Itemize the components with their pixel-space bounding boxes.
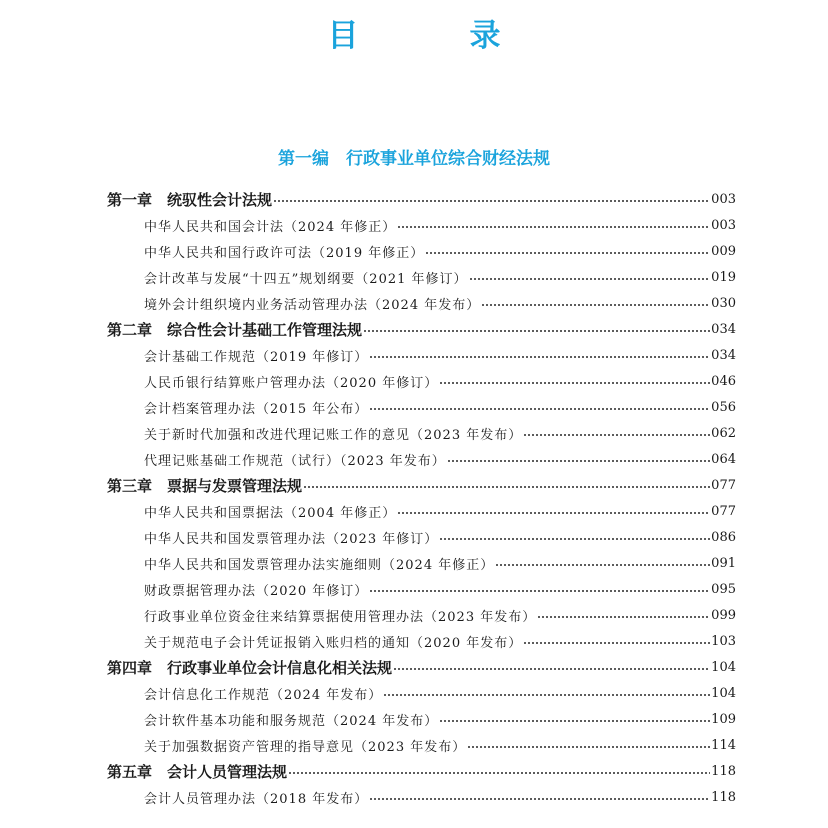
page-number: 056 (711, 399, 736, 415)
toc-chapter-row[interactable] (107, 186, 736, 212)
entry-title: 人民币银行结算账户管理办法（2020 年修订） (144, 375, 439, 391)
page-number: 046 (711, 373, 736, 389)
toc-entry-row[interactable] (107, 628, 736, 654)
page-number: 077 (711, 503, 736, 519)
entry-title: 会计信息化工作规范（2024 年发布） (144, 687, 383, 703)
toc-entry-row[interactable] (107, 446, 736, 472)
entry-title: 中华人民共和国会计法（2024 年修正） (144, 219, 397, 235)
dot-leader (303, 482, 710, 488)
entry-title: 会计改革与发展“十四五”规划纲要（2021 年修订） (144, 271, 468, 287)
toc-entry-row[interactable] (107, 342, 736, 368)
entry-title: 中华人民共和国行政许可法（2019 年修正） (144, 245, 425, 261)
page-title: 目 录 (327, 18, 541, 54)
dot-leader (397, 222, 710, 228)
page-number: 034 (711, 347, 736, 363)
toc-entry-row[interactable] (107, 732, 736, 758)
entry-title: 财政票据管理办法（2020 年修订） (144, 583, 369, 599)
page-number: 064 (711, 451, 736, 467)
toc-entry-row[interactable] (107, 212, 736, 238)
page-number: 099 (711, 607, 736, 623)
page-number: 104 (711, 685, 736, 701)
part-title: 第一编 行政事业单位综合财经法规 (278, 149, 550, 169)
entry-title: 会计软件基本功能和服务规范（2024 年发布） (144, 713, 439, 729)
page-number: 062 (711, 425, 736, 441)
page-number: 118 (711, 763, 736, 779)
page-number: 118 (711, 789, 736, 805)
entry-title: 关于规范电子会计凭证报销入账归档的通知（2020 年发布） (144, 635, 523, 651)
chapter-title: 第四章 行政事业单位会计信息化相关法规 (107, 658, 393, 677)
toc-entry-row[interactable] (107, 680, 736, 706)
chapter-title: 第三章 票据与发票管理法规 (107, 476, 303, 495)
page-number: 034 (711, 321, 736, 337)
dot-leader (369, 404, 710, 410)
dot-leader (523, 430, 710, 436)
dot-leader (523, 638, 710, 644)
table-of-contents (107, 186, 736, 810)
page-number: 019 (711, 269, 736, 285)
dot-leader (447, 456, 710, 462)
dot-leader (383, 690, 710, 696)
dot-leader (393, 664, 710, 670)
dot-leader (425, 248, 710, 254)
toc-entry-row[interactable] (107, 524, 736, 550)
toc-entry-row[interactable] (107, 576, 736, 602)
dot-leader (439, 534, 710, 540)
dot-leader (495, 560, 710, 566)
page-number: 109 (711, 711, 736, 727)
dot-leader (288, 768, 710, 774)
dot-leader (439, 378, 710, 384)
toc-entry-row[interactable] (107, 602, 736, 628)
dot-leader (481, 300, 710, 306)
toc-entry-row[interactable] (107, 368, 736, 394)
dot-leader (369, 586, 710, 592)
toc-chapter-row[interactable] (107, 654, 736, 680)
dot-leader (467, 742, 710, 748)
chapter-title: 第一章 统驭性会计法规 (107, 190, 273, 209)
page-number: 030 (711, 295, 736, 311)
entry-title: 会计档案管理办法（2015 年公布） (144, 401, 369, 417)
toc-entry-row[interactable] (107, 290, 736, 316)
toc-entry-row[interactable] (107, 238, 736, 264)
entry-title: 中华人民共和国发票管理办法（2023 年修订） (144, 531, 439, 547)
page-number: 003 (711, 217, 736, 233)
entry-title: 会计人员管理办法（2018 年发布） (144, 791, 369, 807)
entry-title: 行政事业单位资金往来结算票据使用管理办法（2023 年发布） (144, 609, 537, 625)
page-number: 077 (711, 477, 736, 493)
page-number: 095 (711, 581, 736, 597)
toc-chapter-row[interactable] (107, 472, 736, 498)
toc-entry-row[interactable] (107, 784, 736, 810)
dot-leader (439, 716, 710, 722)
toc-chapter-row[interactable] (107, 758, 736, 784)
page-number: 104 (711, 659, 736, 675)
toc-entry-row[interactable] (107, 706, 736, 732)
dot-leader (397, 508, 710, 514)
dot-leader (537, 612, 710, 618)
entry-title: 会计基础工作规范（2019 年修订） (144, 349, 369, 365)
chapter-title: 第五章 会计人员管理法规 (107, 762, 288, 781)
toc-entry-row[interactable] (107, 264, 736, 290)
chapter-title: 第二章 综合性会计基础工作管理法规 (107, 320, 363, 339)
entry-title: 代理记账基础工作规范（试行）（2023 年发布） (144, 453, 446, 469)
entry-title: 中华人民共和国发票管理办法实施细则（2024 年修正） (144, 557, 495, 573)
page-number: 103 (711, 633, 736, 649)
toc-chapter-row[interactable] (107, 316, 736, 342)
dot-leader (369, 794, 710, 800)
dot-leader (363, 326, 710, 332)
page-number: 091 (711, 555, 736, 571)
dot-leader (469, 274, 711, 280)
toc-entry-row[interactable] (107, 498, 736, 524)
toc-entry-row[interactable] (107, 420, 736, 446)
page-number: 009 (711, 243, 736, 259)
page-number: 086 (711, 529, 736, 545)
dot-leader (369, 352, 710, 358)
toc-entry-row[interactable] (107, 394, 736, 420)
page-number: 114 (711, 737, 736, 753)
entry-title: 境外会计组织境内业务活动管理办法（2024 年发布） (144, 297, 481, 313)
entry-title: 中华人民共和国票据法（2004 年修正） (144, 505, 397, 521)
page-number: 003 (711, 191, 736, 207)
toc-entry-row[interactable] (107, 550, 736, 576)
entry-title: 关于加强数据资产管理的指导意见（2023 年发布） (144, 739, 467, 755)
entry-title: 关于新时代加强和改进代理记账工作的意见（2023 年发布） (144, 427, 523, 443)
dot-leader (273, 196, 710, 202)
